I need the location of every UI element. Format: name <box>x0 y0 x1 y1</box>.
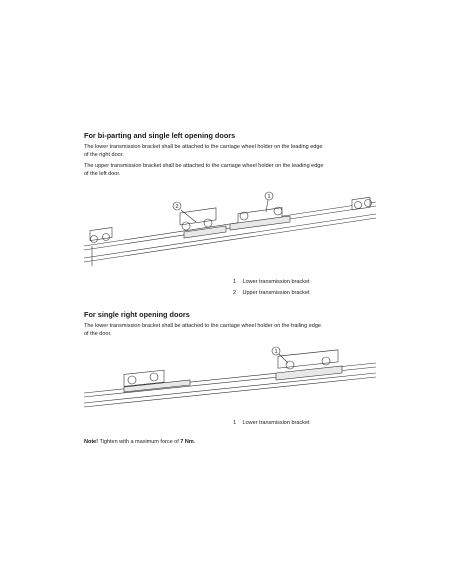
section1-para1-line2: of the right door. <box>84 151 124 158</box>
section2-paragraph-1 <box>84 323 321 338</box>
section2-heading: For single right opening doors <box>84 310 190 319</box>
note-label: Note! <box>84 439 99 445</box>
section1-para2-line1: The upper transmission bracket shall be attached to the carriage wheel holder on the leading edge <box>84 163 324 169</box>
note <box>84 439 195 447</box>
section2-para1-line2: of the door. <box>84 330 112 337</box>
single-right-rail-diagram <box>80 343 380 413</box>
section1-paragraph-2 <box>84 163 323 178</box>
section2-para1-line1: The lower transmission bracket shall be attached to the carriage wheel holder on the trailing edge <box>84 323 321 329</box>
note-end: . <box>193 439 196 445</box>
section1-heading: For bi-parting and single left opening doors <box>84 131 236 140</box>
legend-item: 1 Lower transmission bracket <box>233 420 310 426</box>
note-text: Tighten with a maximum force of <box>98 439 181 445</box>
callout-1: 1 <box>267 194 271 200</box>
section1-para2-line2: of the left door. <box>84 170 121 177</box>
section1-paragraph-1 <box>84 144 322 159</box>
legend-item: 1 Lower transmission bracket <box>233 279 310 285</box>
section1-para1-line1: The lower transmission bracket shall be attached to the carriage wheel holder on the leading edge <box>84 144 323 150</box>
legend-item: 2 Upper transmission bracket <box>233 290 310 296</box>
note-value: 7 Nm <box>180 439 194 445</box>
bi-parting-rail-diagram <box>80 188 380 268</box>
section1-legend <box>233 279 309 296</box>
callout-1: 1 <box>274 349 278 355</box>
section2-legend <box>233 420 309 426</box>
callout-2: 2 <box>175 204 179 210</box>
